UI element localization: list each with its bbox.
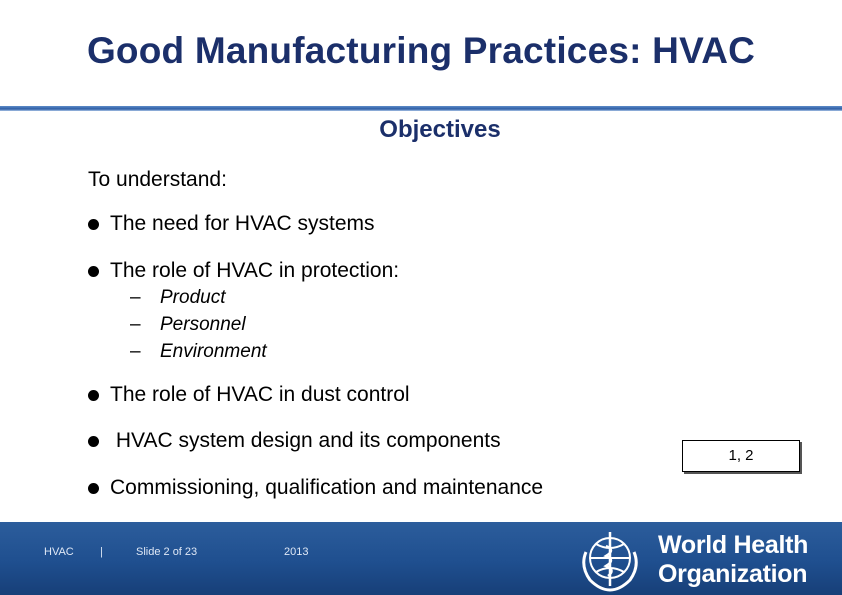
sub-bullet-text: Personnel bbox=[160, 314, 246, 335]
slide-title: Good Manufacturing Practices: HVAC bbox=[86, 30, 756, 71]
slide-subtitle: Objectives bbox=[379, 116, 501, 143]
bullet-item bbox=[88, 212, 375, 236]
slide-number: Slide 2 of 23 bbox=[136, 546, 198, 558]
bullet-text: Commissioning, qualification and maintenance bbox=[110, 476, 544, 499]
footer-separator: | bbox=[100, 546, 103, 558]
dash-icon: – bbox=[130, 314, 141, 335]
sub-bullet-item bbox=[130, 314, 246, 336]
bullet-text: The role of HVAC in protection: bbox=[110, 259, 400, 282]
org-name-line2: Organization bbox=[658, 560, 808, 588]
bullet-text: The need for HVAC systems bbox=[110, 212, 375, 235]
reference-box: 1, 2 bbox=[682, 440, 800, 472]
intro-text: To understand: bbox=[88, 168, 227, 191]
bullet-text: The role of HVAC in dust control bbox=[110, 383, 410, 406]
sub-bullet-item bbox=[130, 341, 267, 363]
bullet-item bbox=[88, 383, 410, 407]
footer-bar bbox=[0, 522, 842, 595]
sub-bullet-text: Environment bbox=[160, 341, 267, 362]
bullet-dot-icon bbox=[88, 436, 99, 447]
bullet-text: HVAC system design and its components bbox=[110, 429, 501, 452]
dash-icon: – bbox=[130, 341, 141, 362]
bullet-item bbox=[88, 259, 399, 283]
footer-topic: HVAC bbox=[44, 546, 74, 558]
sub-bullet-item bbox=[130, 287, 225, 309]
sub-bullet-text: Product bbox=[160, 287, 226, 308]
footer-year: 2013 bbox=[284, 546, 309, 558]
bullet-item bbox=[88, 476, 543, 500]
bullet-dot-icon bbox=[88, 219, 99, 230]
bullet-item bbox=[88, 429, 501, 453]
org-name-line1: World Health bbox=[658, 531, 809, 559]
title-divider bbox=[0, 106, 842, 111]
dash-icon: – bbox=[130, 287, 141, 308]
bullet-dot-icon bbox=[88, 390, 99, 401]
bullet-dot-icon bbox=[88, 266, 99, 277]
bullet-dot-icon bbox=[88, 483, 99, 494]
who-emblem-icon bbox=[572, 522, 662, 595]
